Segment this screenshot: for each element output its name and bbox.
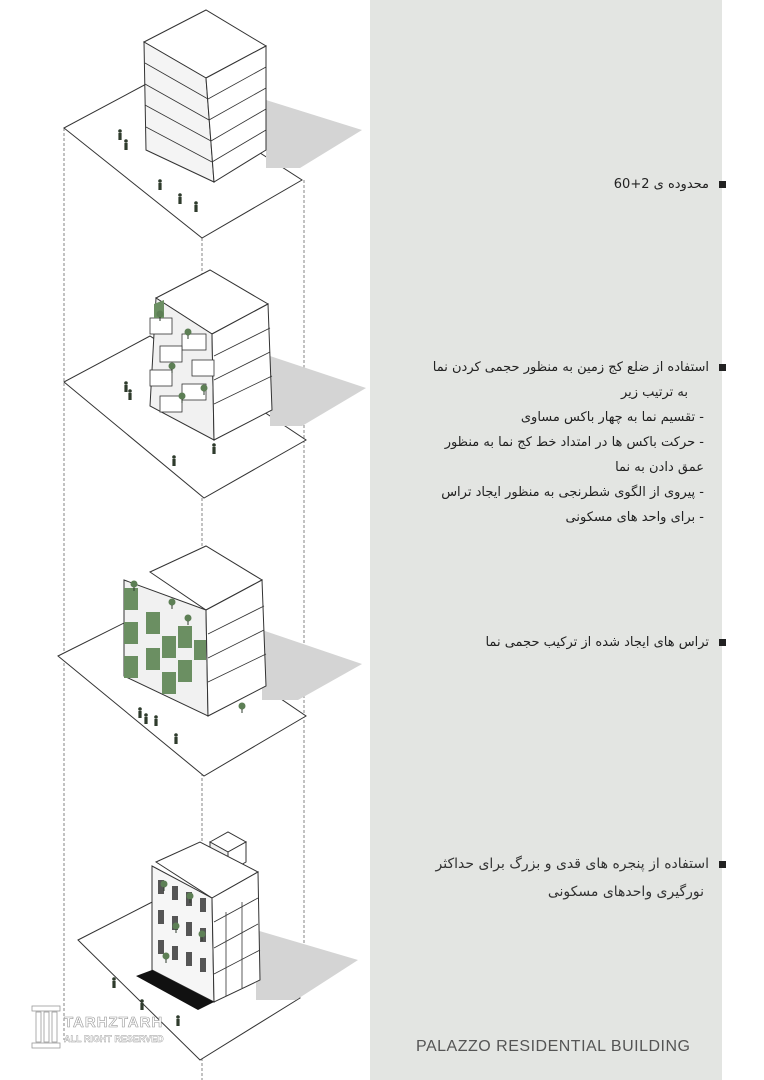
note-line: نورگیری واحدهای مسکونی [547, 884, 704, 900]
note-terraces [485, 630, 726, 655]
note-title: استفاده از ضلع کج زمین به منظور حجمی کردن نما [432, 360, 709, 375]
bullet-icon [719, 181, 726, 188]
stage-massing-block [64, 10, 362, 238]
shadow [266, 100, 362, 168]
bullet-icon [719, 861, 726, 868]
logo-rights: ALL RIGHT RESERVED [64, 1034, 164, 1044]
note-line: استفاده از پنجره های قدی و بزرگ برای حداکثر [435, 856, 709, 872]
note-item: - تقسیم نما به چهار باکس مساوی [520, 410, 704, 425]
shadow [270, 356, 366, 426]
isometric-diagram [0, 0, 370, 1080]
note-facade-volume [426, 355, 726, 530]
logo-column-icon [30, 1004, 62, 1050]
note-item: - پیروی از الگوی شطرنجی به منظور ایجاد تراس [441, 485, 704, 500]
shadow [256, 930, 358, 1000]
note-windows [406, 850, 726, 906]
note-text: تراس های ایجاد شده از ترکیب حجمی نما [485, 635, 709, 650]
note-text: محدوده ی 2+60 [613, 177, 709, 192]
note-item: - حرکت باکس ها در امتداد خط کج نما به منظور [444, 435, 704, 450]
note-subtitle: به ترتیب زیر [620, 385, 688, 400]
note-item: - برای واحد های مسکونی [565, 510, 704, 525]
shadow [262, 630, 362, 700]
logo-brand: TARHZTARH [64, 1014, 164, 1031]
footer-title: PALAZZO RESIDENTIAL BUILDING [416, 1038, 691, 1055]
note-item: عمق دادن به نما [615, 460, 704, 475]
bullet-icon [719, 364, 726, 371]
stage-terraces [58, 546, 362, 776]
notes-panel [370, 0, 722, 1080]
note-site-area [614, 172, 726, 197]
watermark-logo [30, 1000, 180, 1052]
bullet-icon [719, 639, 726, 646]
stage-shifted-boxes [64, 270, 366, 498]
